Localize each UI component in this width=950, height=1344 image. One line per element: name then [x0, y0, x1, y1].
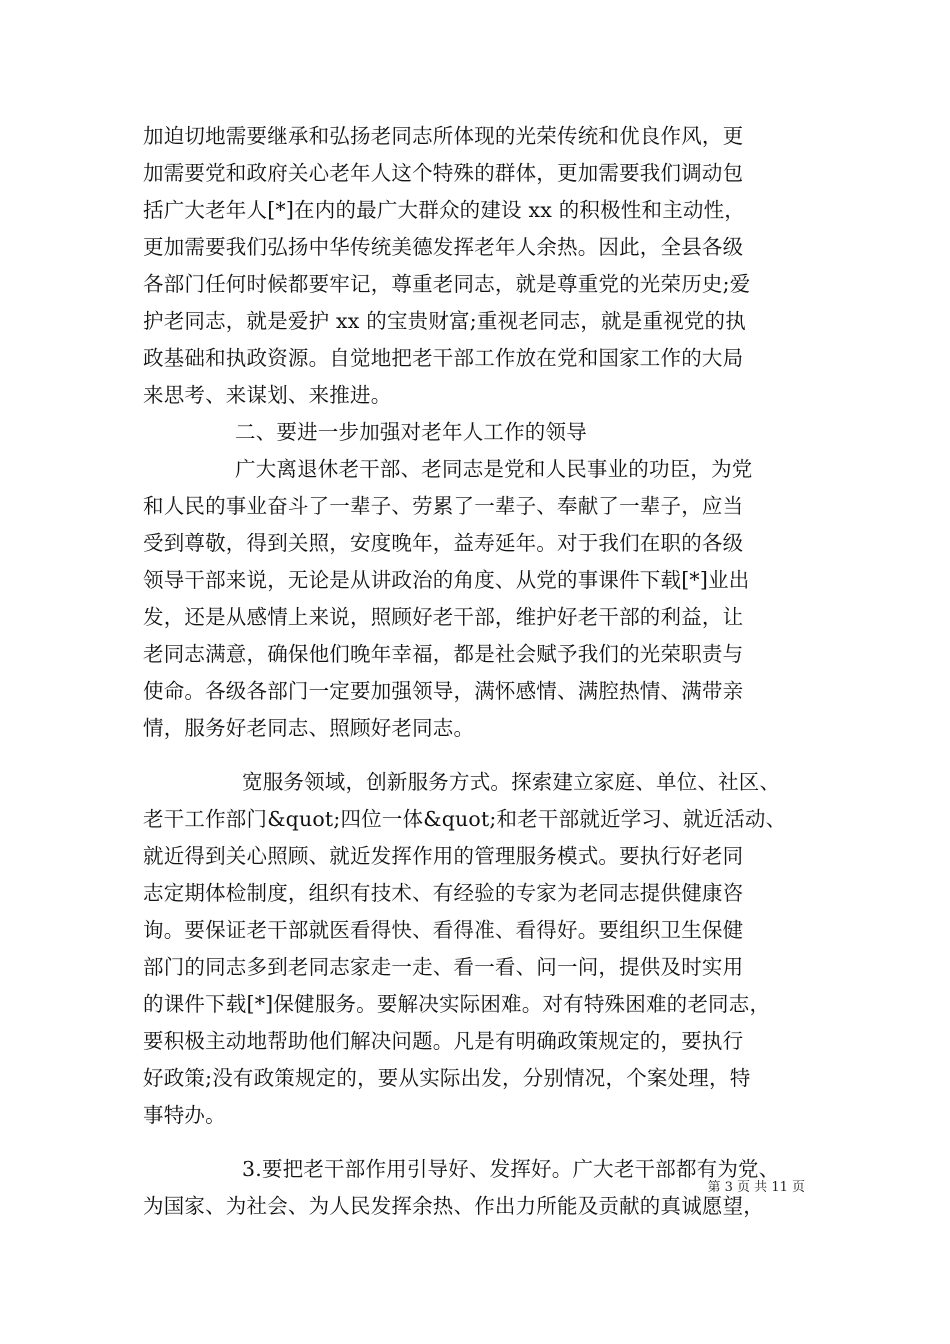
text-line: 使命。各级各部门一定要加强领导，满怀感情、满腔热情、满带亲 [143, 679, 744, 703]
text-line: 老干工作部门&quot;四位一体&quot;和老干部就近学习、就近活动、 [143, 807, 787, 831]
text-line: 广大离退休老干部、老同志是党和人民事业的功臣，为党 [235, 457, 753, 481]
text-line: 志定期体检制度，组织有技术、有经验的专家为老同志提供健康咨 [143, 881, 744, 905]
text-line: 来思考、来谋划、来推进。 [143, 383, 392, 407]
text-line: 更加需要我们弘扬中华传统美德发挥老年人余热。因此，全县各级 [143, 235, 744, 259]
text-line: 受到尊敬，得到关照，安度晚年，益寿延年。对于我们在职的各级 [143, 531, 744, 555]
text-line: 加需要党和政府关心老年人这个特殊的群体，更加需要我们调动包 [143, 161, 744, 185]
text-line: 发，还是从感情上来说，照顾好老干部，维护好老干部的利益，让 [143, 605, 744, 629]
text-line: 和人民的事业奋斗了一辈子、劳累了一辈子、奉献了一辈子，应当 [143, 494, 744, 518]
text-line: 询。要保证老干部就医看得快、看得准、看得好。要组织卫生保健 [143, 918, 744, 942]
body-text [143, 118, 823, 1225]
text-line: 加迫切地需要继承和弘扬老同志所体现的光荣传统和优良作风，更 [143, 124, 744, 148]
section-heading: 二、要进一步加强对老年人工作的领导 [235, 420, 587, 444]
text-line: 3.要把老干部作用引导好、发挥好。广大老干部都有为党、 [242, 1157, 780, 1181]
text-line: 护老同志，就是爱护 xx 的宝贵财富;重视老同志，就是重视党的执 [143, 309, 746, 333]
text-line: 领导干部来说，无论是从讲政治的角度、从党的事课件下载[*]业出 [143, 568, 750, 592]
text-line: 老同志满意，确保他们晚年幸福，都是社会赋予我们的光荣职责与 [143, 642, 744, 666]
text-line: 政基础和执政资源。自觉地把老干部工作放在党和国家工作的大局 [143, 346, 744, 370]
text-line: 为国家、为社会、为人民发挥余热、作出力所能及贡献的真诚愿望， [143, 1194, 764, 1218]
page-number-footer: 第 3 页 共 11 页 [707, 1180, 805, 1195]
text-line: 情，服务好老同志、照顾好老同志。 [143, 716, 475, 740]
text-line: 要积极主动地帮助他们解决问题。凡是有明确政策规定的，要执行 [143, 1029, 744, 1053]
text-line: 部门的同志多到老同志家走一走、看一看、问一问，提供及时实用 [143, 955, 744, 979]
text-line: 好政策;没有政策规定的，要从实际出发，分别情况，个案处理，特 [143, 1066, 751, 1090]
text-line: 宽服务领域，创新服务方式。探索建立家庭、单位、社区、 [242, 770, 781, 794]
text-line: 就近得到关心照顾、就近发挥作用的管理服务模式。要执行好老同 [143, 844, 744, 868]
text-line: 的课件下载[*]保健服务。要解决实际困难。对有特殊困难的老同志， [143, 992, 771, 1016]
text-line: 括广大老年人[*]在内的最广大群众的建设 xx 的积极性和主动性， [143, 198, 745, 222]
text-line: 事特办。 [143, 1103, 226, 1127]
text-line: 各部门任何时候都要牢记，尊重老同志，就是尊重党的光荣历史;爱 [143, 272, 751, 296]
